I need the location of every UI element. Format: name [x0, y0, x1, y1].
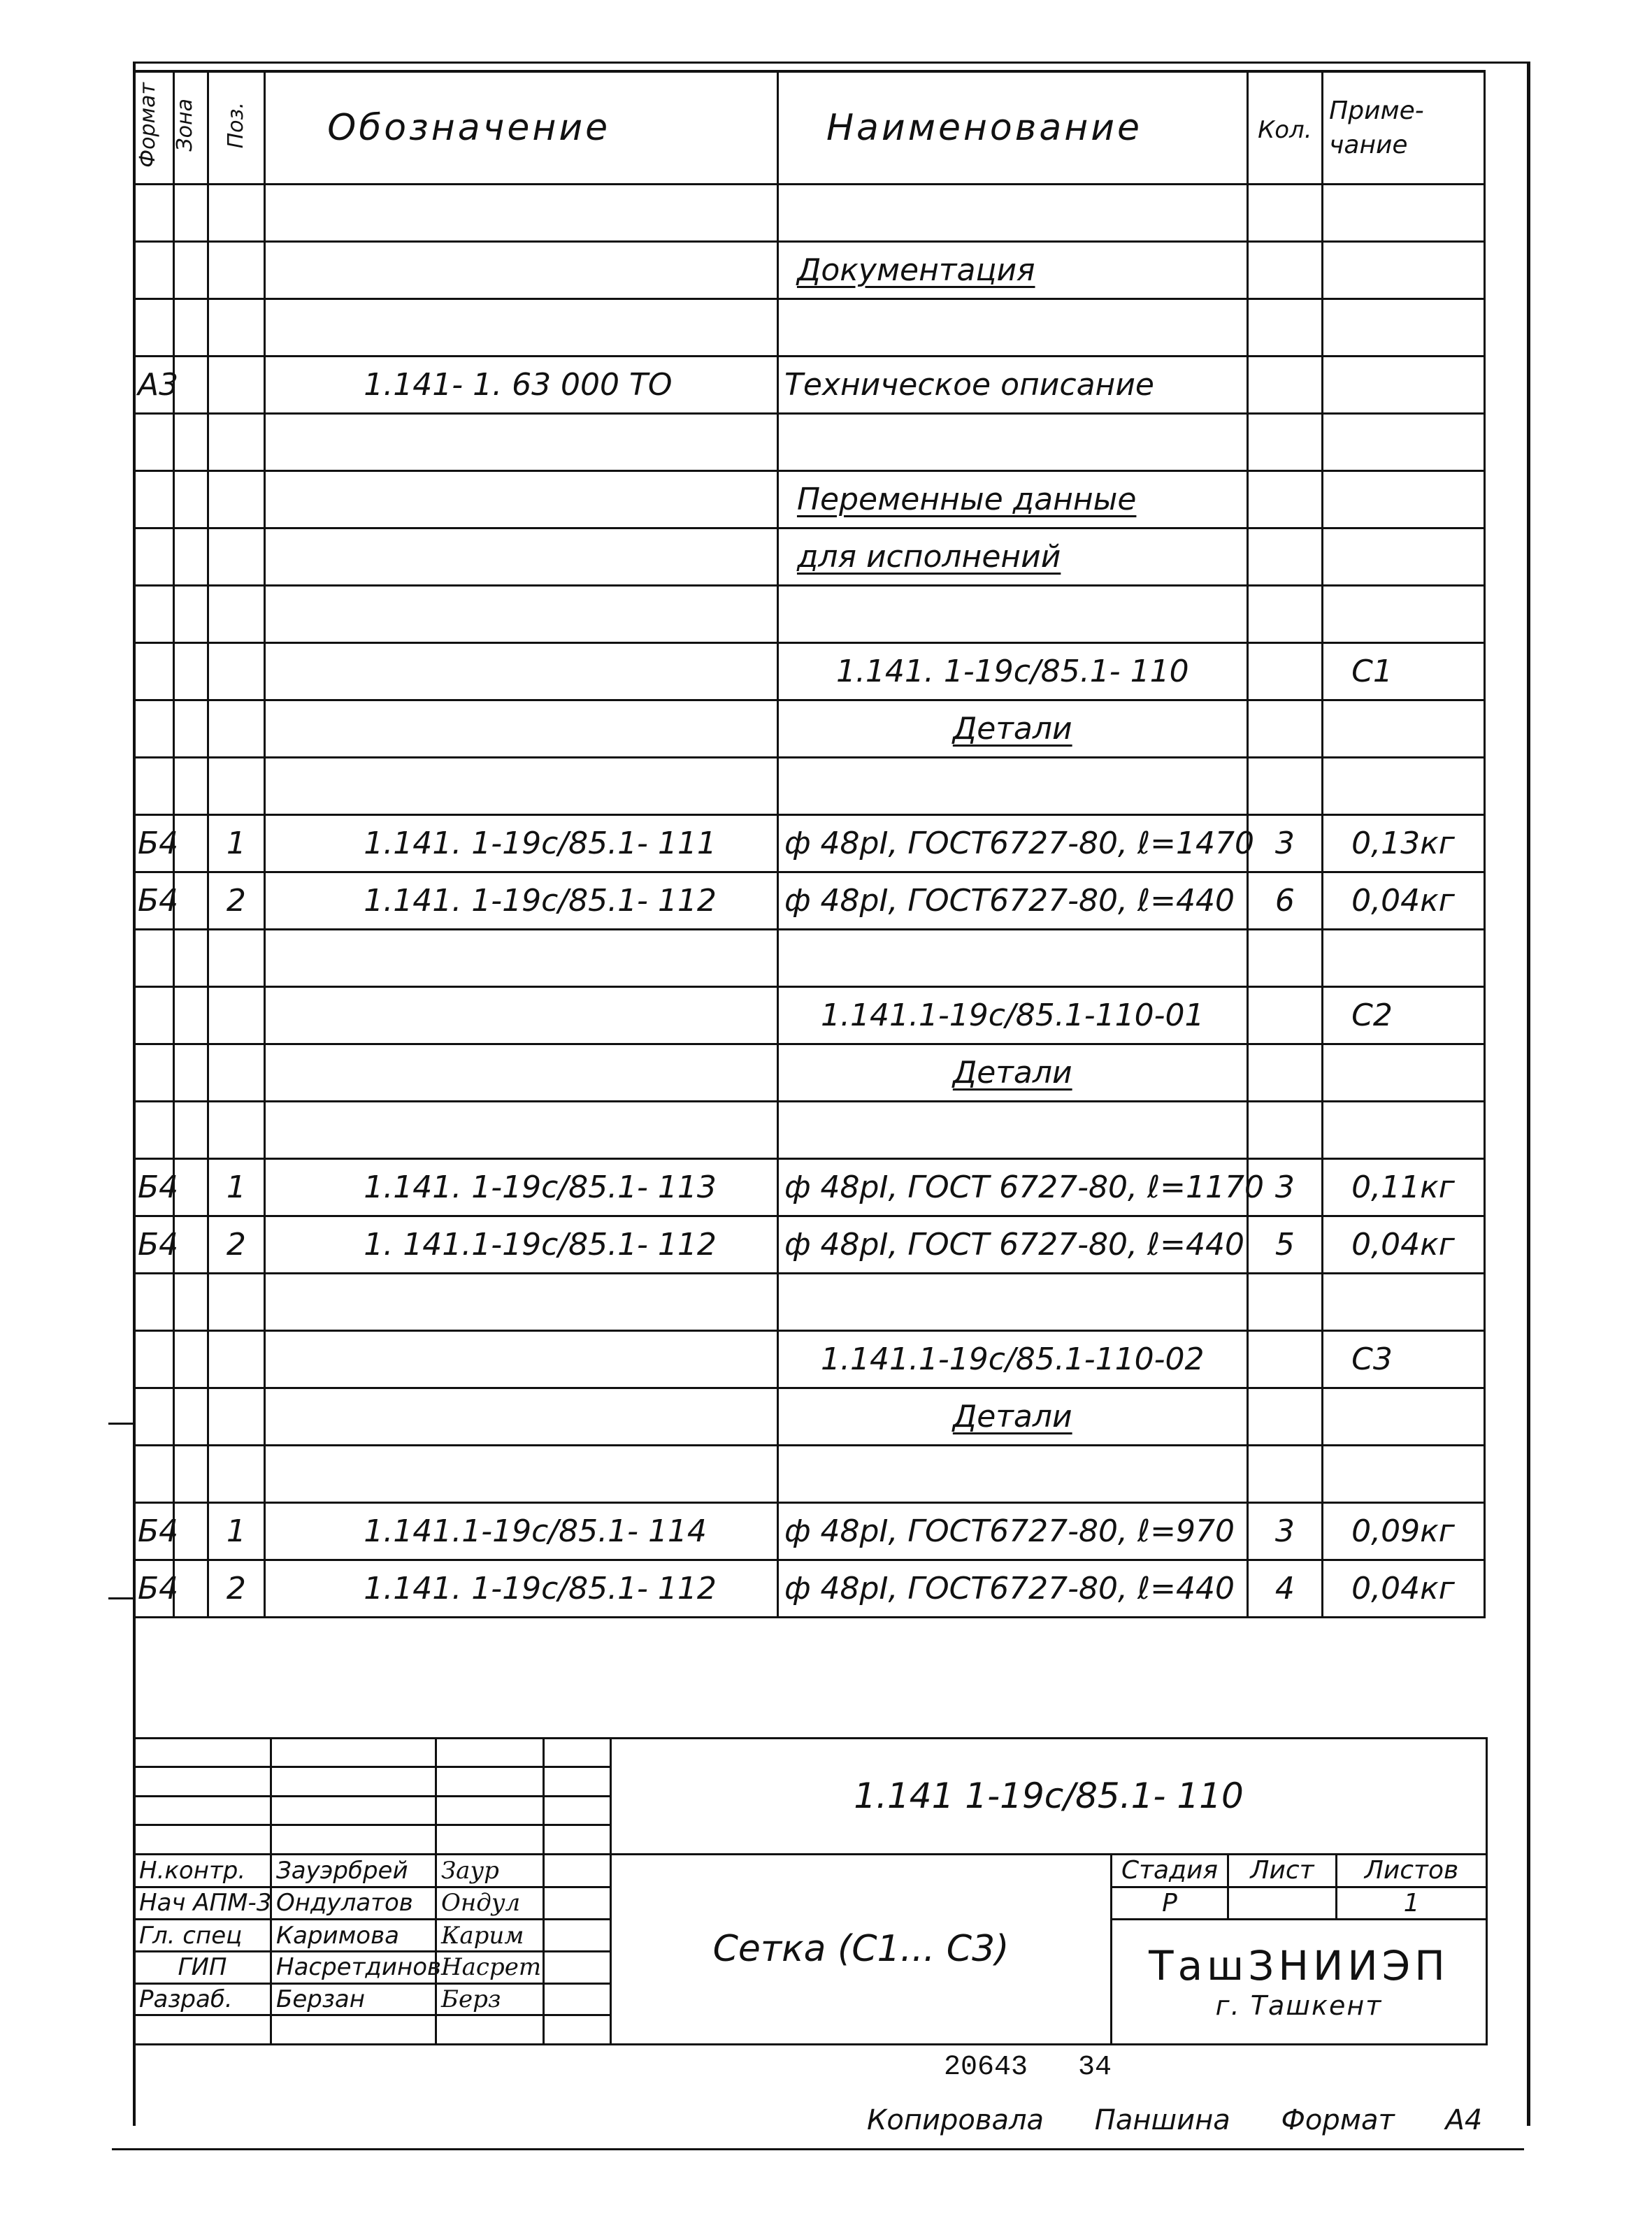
- designation-cell: [265, 414, 778, 471]
- designation-cell: [265, 1331, 778, 1388]
- quantity-cell-text: 5: [1274, 1226, 1295, 1263]
- zone-cell: [173, 299, 208, 357]
- table-row: [134, 586, 1485, 643]
- quantity-cell: [1247, 1274, 1323, 1331]
- organization-city: г. Ташкент: [1215, 1990, 1383, 2022]
- name-cell: [777, 414, 1247, 471]
- zone-cell: [173, 1102, 208, 1159]
- position-cell: [208, 930, 265, 987]
- sheet-value: [1228, 1887, 1337, 1920]
- name-cell: [777, 643, 1247, 700]
- name-cell-text: 1.141.1-19с/85.1-110-01: [820, 997, 1205, 1033]
- position-cell: [208, 872, 265, 930]
- quantity-cell: [1247, 1446, 1323, 1503]
- zone-cell: [173, 1446, 208, 1503]
- table-header-row: [134, 71, 1485, 185]
- quantity-cell: [1247, 357, 1323, 414]
- margin-mark: [108, 1597, 135, 1599]
- sheet-label: Лист: [1228, 1854, 1337, 1887]
- quantity-cell: [1247, 1388, 1323, 1446]
- signature: Ондул: [436, 1887, 544, 1920]
- designation-cell: [265, 1503, 778, 1560]
- position-cell: [208, 1503, 265, 1560]
- zone-cell: [173, 1560, 208, 1618]
- zone-cell: [173, 1044, 208, 1102]
- note-cell: [1323, 987, 1485, 1044]
- note-cell: [1323, 872, 1485, 930]
- person-name: Зауэрбрей: [271, 1854, 436, 1887]
- quantity-cell: [1247, 586, 1323, 643]
- table-row: [134, 872, 1485, 930]
- designation-cell-text: 1.141.1-19с/85.1- 114: [364, 1513, 707, 1549]
- note-cell-text: 0,04кг: [1351, 1570, 1455, 1606]
- position-cell: [208, 1044, 265, 1102]
- quantity-cell-text: 3: [1274, 825, 1295, 861]
- position-cell: [208, 1216, 265, 1274]
- position-cell: [208, 185, 265, 242]
- note-cell: [1323, 1503, 1485, 1560]
- note-cell: [1323, 242, 1485, 299]
- person-name: Каримова: [271, 1920, 436, 1952]
- name-cell: [777, 1102, 1247, 1159]
- header-format: Формат: [134, 71, 174, 185]
- organization: [1112, 1920, 1487, 2045]
- quantity-cell: [1247, 185, 1323, 242]
- format-cell-text: Б4: [138, 1570, 179, 1606]
- note-cell: [1323, 414, 1485, 471]
- format-cell: [134, 1102, 174, 1159]
- quantity-cell-text: 3: [1274, 1513, 1295, 1549]
- name-cell-text: Переменные данные: [796, 481, 1137, 517]
- note-cell-text: 0,09кг: [1351, 1513, 1455, 1549]
- role-label: Гл. спец: [134, 1920, 271, 1952]
- name-cell-text: 1.141. 1-19с/85.1- 110: [835, 653, 1189, 689]
- format-cell: [134, 643, 174, 700]
- name-cell: [777, 987, 1247, 1044]
- format-cell: [134, 414, 174, 471]
- person-name: Берзан: [271, 1983, 436, 2015]
- zone-cell: [173, 1388, 208, 1446]
- name-cell-text: Техническое описание: [784, 366, 1154, 403]
- position-cell: [208, 242, 265, 299]
- position-cell: [208, 1388, 265, 1446]
- note-cell: [1323, 815, 1485, 872]
- designation-cell-text: 1.141. 1-19с/85.1- 112: [364, 882, 717, 919]
- position-cell: [208, 1560, 265, 1618]
- name-cell-text: ф 48рI, ГОСТ6727-80, ℓ=970: [784, 1513, 1235, 1549]
- table-row: [134, 1503, 1485, 1560]
- sheets-value: 1: [1337, 1887, 1487, 1920]
- copied-label: Копировала: [867, 2104, 1044, 2136]
- designation-cell: [265, 185, 778, 242]
- designation-cell: [265, 357, 778, 414]
- table-row: [134, 357, 1485, 414]
- designation-cell-text: 1.141. 1-19с/85.1- 112: [364, 1570, 717, 1606]
- note-cell: [1323, 758, 1485, 815]
- position-cell: [208, 357, 265, 414]
- quantity-cell: [1247, 930, 1323, 987]
- document-code: 1.141 1-19с/85.1- 110: [611, 1739, 1487, 1855]
- name-cell: [777, 1446, 1247, 1503]
- position-cell: [208, 643, 265, 700]
- designation-cell: [265, 1159, 778, 1216]
- name-cell: [777, 299, 1247, 357]
- note-cell: [1323, 357, 1485, 414]
- format-cell: [134, 815, 179, 872]
- archive-number: [944, 2052, 1112, 2083]
- name-cell-text: Документация: [796, 252, 1035, 288]
- name-cell: [777, 1216, 1247, 1274]
- format-cell: [134, 1388, 174, 1446]
- quantity-cell: [1247, 1331, 1323, 1388]
- zone-cell: [173, 987, 208, 1044]
- person-name: Насретдинов: [271, 1952, 436, 1984]
- format-cell: [134, 1503, 179, 1560]
- table-row: [134, 700, 1485, 758]
- table-row: [134, 471, 1485, 528]
- format-label: Формат: [1281, 2104, 1395, 2136]
- quantity-cell-text: 4: [1274, 1570, 1295, 1606]
- position-cell: [208, 758, 265, 815]
- format-cell: [134, 242, 174, 299]
- format-cell-text: Б4: [138, 1169, 179, 1205]
- format-cell: [134, 185, 174, 242]
- role-label: Разраб.: [134, 1983, 271, 2015]
- note-cell-text: 0,04кг: [1351, 1226, 1455, 1263]
- designation-cell: [265, 1446, 778, 1503]
- note-cell: [1323, 643, 1485, 700]
- name-cell: [777, 357, 1247, 414]
- zone-cell: [173, 643, 208, 700]
- note-cell: [1323, 1446, 1485, 1503]
- table-row: [134, 185, 1485, 242]
- position-cell: [208, 815, 265, 872]
- position-cell: [208, 1102, 265, 1159]
- quantity-cell: [1247, 414, 1323, 471]
- table-row: [134, 1159, 1485, 1216]
- designation-cell: [265, 872, 778, 930]
- name-cell-text: Детали: [952, 710, 1072, 747]
- zone-cell: [173, 700, 208, 758]
- format-cell: [134, 1159, 179, 1216]
- quantity-cell: [1247, 1560, 1323, 1618]
- name-cell: [777, 528, 1247, 586]
- format-cell: [134, 1216, 179, 1274]
- designation-cell: [265, 299, 778, 357]
- signature: Насрет: [436, 1952, 544, 1984]
- quantity-cell-text: 6: [1274, 882, 1295, 919]
- position-cell: [208, 1274, 265, 1331]
- stage-value: Р: [1112, 1887, 1228, 1920]
- note-cell: [1323, 700, 1485, 758]
- name-cell: [777, 930, 1247, 987]
- name-cell-text: Детали: [952, 1054, 1072, 1091]
- table-row: [134, 987, 1485, 1044]
- format-cell-text: А3: [138, 366, 179, 403]
- note-cell: [1323, 1044, 1485, 1102]
- table-row: [134, 1102, 1485, 1159]
- table-row: [134, 643, 1485, 700]
- quantity-cell: [1247, 1216, 1323, 1274]
- quantity-cell: [1247, 872, 1323, 930]
- quantity-cell: [1247, 1102, 1323, 1159]
- format-cell: [134, 700, 174, 758]
- name-cell: [777, 242, 1247, 299]
- zone-cell: [173, 815, 208, 872]
- name-cell: [777, 1331, 1247, 1388]
- note-cell: [1323, 299, 1485, 357]
- archive-number-value: 20643: [944, 2052, 1028, 2083]
- archive-page: 34: [1078, 2052, 1112, 2083]
- table-row: [134, 1331, 1485, 1388]
- zone-cell: [173, 414, 208, 471]
- quantity-cell: [1247, 758, 1323, 815]
- quantity-cell: [1247, 700, 1323, 758]
- table-row: [134, 528, 1485, 586]
- designation-cell: [265, 1102, 778, 1159]
- designation-cell-text: 1.141. 1-19с/85.1- 111: [364, 825, 717, 861]
- designation-cell: [265, 758, 778, 815]
- name-cell: [777, 758, 1247, 815]
- note-cell: [1323, 586, 1485, 643]
- format-cell: [134, 471, 174, 528]
- footer: [867, 2104, 1524, 2136]
- person-name: Ондулатов: [271, 1887, 436, 1920]
- zone-cell: [173, 872, 208, 930]
- note-cell: [1323, 1102, 1485, 1159]
- format-cell: [134, 586, 174, 643]
- signature: Заур: [436, 1854, 544, 1887]
- format-cell: [134, 528, 174, 586]
- format-cell-text: Б4: [138, 1226, 179, 1263]
- note-cell-text: С2: [1351, 997, 1393, 1033]
- name-cell-text: ф 48рI, ГОСТ 6727-80, ℓ=440: [784, 1226, 1244, 1263]
- note-cell: [1323, 471, 1485, 528]
- format-cell: [134, 987, 174, 1044]
- position-cell: [208, 586, 265, 643]
- name-cell: [777, 1274, 1247, 1331]
- signature: Карим: [436, 1920, 544, 1952]
- designation-cell: [265, 987, 778, 1044]
- position-cell: [208, 414, 265, 471]
- designation-cell: [265, 815, 778, 872]
- zone-cell: [173, 242, 208, 299]
- note-cell: [1323, 1388, 1485, 1446]
- quantity-cell: [1247, 242, 1323, 299]
- note-cell: [1323, 930, 1485, 987]
- title-block: [133, 1737, 1488, 2045]
- designation-cell: [265, 528, 778, 586]
- zone-cell: [173, 357, 208, 414]
- designation-cell: [265, 1216, 778, 1274]
- position-cell-text: 2: [226, 882, 246, 919]
- role-label: Нач АПМ-3: [134, 1887, 271, 1920]
- zone-cell: [173, 1159, 208, 1216]
- name-cell: [777, 700, 1247, 758]
- zone-cell: [173, 528, 208, 586]
- quantity-cell-text: 3: [1274, 1169, 1295, 1205]
- position-cell: [208, 299, 265, 357]
- title-block-person-row: [134, 1854, 1487, 1887]
- name-cell: [777, 1159, 1264, 1216]
- zone-cell: [173, 1503, 208, 1560]
- table-row: [134, 930, 1485, 987]
- zone-cell: [173, 586, 208, 643]
- format-cell: [134, 299, 174, 357]
- designation-cell-text: 1. 141.1-19с/85.1- 112: [364, 1226, 717, 1263]
- quantity-cell: [1247, 528, 1323, 586]
- name-cell: [777, 1503, 1247, 1560]
- position-cell: [208, 987, 265, 1044]
- designation-cell: [265, 242, 778, 299]
- format-cell: [134, 872, 179, 930]
- position-cell: [208, 528, 265, 586]
- designation-cell: [265, 1388, 778, 1446]
- position-cell: [208, 1446, 265, 1503]
- position-cell-text: 2: [226, 1570, 246, 1606]
- table-row: [134, 414, 1485, 471]
- note-cell: [1323, 528, 1485, 586]
- designation-cell-text: 1.141. 1-19с/85.1- 113: [364, 1169, 717, 1205]
- note-cell: [1323, 185, 1485, 242]
- format-cell: [134, 1331, 174, 1388]
- name-cell-text: для исполнений: [796, 538, 1061, 575]
- note-cell: [1323, 1331, 1485, 1388]
- table-row: [134, 1560, 1485, 1618]
- name-cell-text: Детали: [952, 1398, 1072, 1434]
- quantity-cell: [1247, 643, 1323, 700]
- name-cell: [777, 586, 1247, 643]
- name-cell: [777, 185, 1247, 242]
- header-name: Наименование: [777, 71, 1247, 185]
- organization-name: ТашЗНИИЭП: [1149, 1941, 1449, 1990]
- table-row: [134, 299, 1485, 357]
- designation-cell: [265, 1560, 778, 1618]
- note-cell: [1323, 1274, 1485, 1331]
- position-cell-text: 1: [226, 1169, 246, 1205]
- copier-name: Паншина: [1094, 2104, 1230, 2136]
- role-label: ГИП: [134, 1952, 271, 1984]
- table-row: [134, 1446, 1485, 1503]
- format-cell: [134, 1560, 179, 1618]
- header-designation: Обозначение: [265, 71, 778, 185]
- name-cell-text: ф 48рI, ГОСТ 6727-80, ℓ=1170: [784, 1169, 1264, 1205]
- name-cell: [777, 1560, 1247, 1618]
- name-cell: [777, 471, 1247, 528]
- footer-line: [112, 2148, 1524, 2150]
- quantity-cell: [1247, 471, 1323, 528]
- designation-cell: [265, 1044, 778, 1102]
- format-cell: [134, 758, 174, 815]
- designation-cell: [265, 643, 778, 700]
- format-cell: [134, 1044, 174, 1102]
- header-qty: Кол.: [1247, 71, 1323, 185]
- format-cell-text: Б4: [138, 1513, 179, 1549]
- quantity-cell: [1247, 987, 1323, 1044]
- quantity-cell: [1247, 815, 1323, 872]
- zone-cell: [173, 1216, 208, 1274]
- document-title: Сетка (С1... С3): [611, 1854, 1112, 2044]
- header-zone: Зона: [173, 71, 208, 185]
- designation-cell: [265, 471, 778, 528]
- role-label: Н.контр.: [134, 1854, 271, 1887]
- zone-cell: [173, 185, 208, 242]
- zone-cell: [173, 930, 208, 987]
- sheets-label: Листов: [1337, 1854, 1487, 1887]
- table-row: [134, 242, 1485, 299]
- format-cell-text: Б4: [138, 825, 179, 861]
- zone-cell: [173, 1331, 208, 1388]
- table-row: [134, 815, 1485, 872]
- format-cell: [134, 930, 174, 987]
- designation-cell: [265, 700, 778, 758]
- quantity-cell: [1247, 1044, 1323, 1102]
- name-cell: [777, 815, 1255, 872]
- position-cell-text: 1: [226, 825, 246, 861]
- name-cell-text: ф 48рI, ГОСТ6727-80, ℓ=440: [784, 1570, 1235, 1606]
- note-cell-text: С1: [1351, 653, 1393, 689]
- format-cell: [134, 357, 179, 414]
- signature: Берз: [436, 1983, 544, 2015]
- table-row: [134, 1274, 1485, 1331]
- position-cell: [208, 700, 265, 758]
- name-cell: [777, 1044, 1247, 1102]
- quantity-cell: [1247, 1503, 1323, 1560]
- note-cell: [1323, 1216, 1485, 1274]
- margin-mark: [108, 1423, 135, 1425]
- note-cell: [1323, 1560, 1485, 1618]
- table-row: [134, 1388, 1485, 1446]
- name-cell-text: 1.141.1-19с/85.1-110-02: [820, 1341, 1205, 1377]
- zone-cell: [173, 758, 208, 815]
- position-cell: [208, 1159, 265, 1216]
- position-cell: [208, 1331, 265, 1388]
- position-cell: [208, 471, 265, 528]
- designation-cell-text: 1.141- 1. 63 000 ТО: [364, 366, 673, 403]
- zone-cell: [173, 1274, 208, 1331]
- note-cell: [1323, 1159, 1485, 1216]
- format-cell: [134, 1446, 174, 1503]
- header-note: Приме- чание: [1323, 71, 1485, 185]
- name-cell-text: ф 48рI, ГОСТ6727-80, ℓ=1470: [784, 825, 1255, 861]
- name-cell-text: ф 48рI, ГОСТ6727-80, ℓ=440: [784, 882, 1235, 919]
- name-cell: [777, 1388, 1247, 1446]
- position-cell-text: 1: [226, 1513, 246, 1549]
- format-cell: [134, 1274, 174, 1331]
- zone-cell: [173, 471, 208, 528]
- note-cell-text: 0,11кг: [1351, 1169, 1455, 1205]
- position-cell-text: 2: [226, 1226, 246, 1263]
- quantity-cell: [1247, 299, 1323, 357]
- designation-cell: [265, 930, 778, 987]
- note-cell-text: С3: [1351, 1341, 1393, 1377]
- designation-cell: [265, 586, 778, 643]
- table-row: [134, 1044, 1485, 1102]
- note-cell-text: 0,13кг: [1351, 825, 1455, 861]
- table-row: [134, 758, 1485, 815]
- table-row: [134, 1216, 1485, 1274]
- header-pos: Поз.: [208, 71, 265, 185]
- name-cell: [777, 872, 1247, 930]
- note-cell-text: 0,04кг: [1351, 882, 1455, 919]
- designation-cell: [265, 1274, 778, 1331]
- stage-label: Стадия: [1112, 1854, 1228, 1887]
- format-cell-text: Б4: [138, 882, 179, 919]
- format-value: А4: [1445, 2104, 1483, 2136]
- specification-table: [133, 70, 1486, 1618]
